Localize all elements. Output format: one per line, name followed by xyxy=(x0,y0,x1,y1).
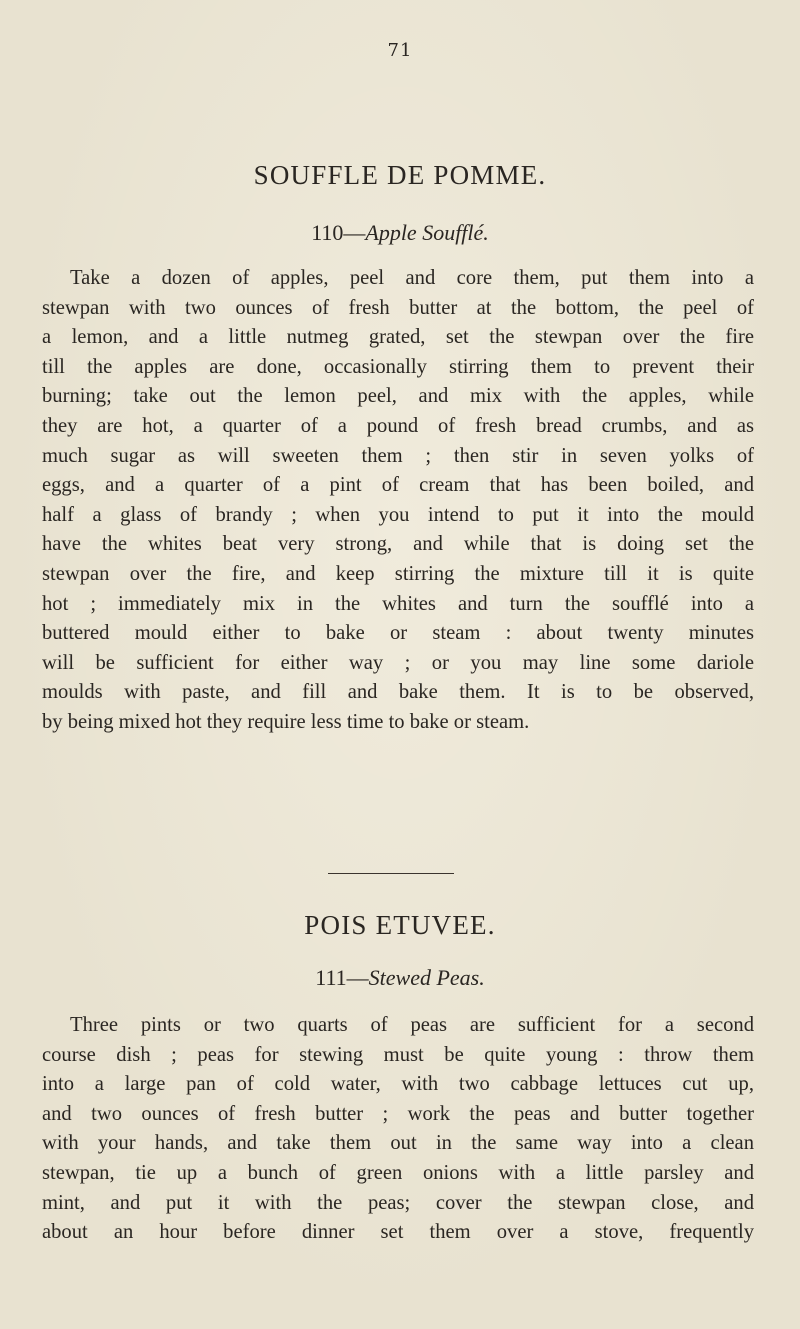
text-line: into a large pan of cold water, with two cabbage lettuces cut up, xyxy=(42,1073,754,1096)
recipe-number: 110— xyxy=(311,220,366,245)
text-line: and two ounces of fresh butter ; work the peas and butter together xyxy=(42,1102,754,1125)
text-line: burning; take out the lemon peel, and mix with the apples, while xyxy=(42,385,754,408)
recipe-name: Apple Soufflé. xyxy=(365,220,489,245)
text-line: will be sufficient for either way ; or you may line some dariole xyxy=(42,651,754,674)
text-line: stewpan with two ounces of fresh butter at the bottom, the peel of xyxy=(42,296,754,319)
text-line: hot ; immediately mix in the whites and turn the soufflé into a xyxy=(42,592,754,615)
recipe-title: SOUFFLE DE POMME. xyxy=(253,160,547,190)
text-line: with your hands, and take them out in the same way into a clean xyxy=(42,1132,754,1155)
recipe-body xyxy=(42,264,754,738)
text-line: moulds with paste, and fill and bake them. It is to be observed, xyxy=(42,681,754,704)
text-line: eggs, and a quarter of a pint of cream that has been boiled, and xyxy=(42,474,754,497)
text-line: half a glass of brandy ; when you intend to put it into the mould xyxy=(42,503,754,526)
recipe-body xyxy=(42,1011,754,1248)
text-line: by being mixed hot they require less time to bake or steam. xyxy=(42,710,530,733)
text-line: much sugar as will sweeten them ; then stir in seven yolks of xyxy=(42,444,754,467)
recipe-number: 111— xyxy=(315,965,369,990)
text-line: stewpan over the fire, and keep stirring the mixture till it is quite xyxy=(42,562,754,585)
recipe-title: POIS ETUVEE. xyxy=(304,910,496,940)
text-line: about an hour before dinner set them over a stove, frequently xyxy=(42,1221,754,1244)
section-divider xyxy=(328,873,454,874)
text-line: a lemon, and a little nutmeg grated, set the stewpan over the fire xyxy=(42,326,754,349)
text-line: buttered mould either to bake or steam : about twenty minutes xyxy=(42,622,754,645)
text-line: have the whites beat very strong, and while that is doing set the xyxy=(42,533,754,556)
text-line: till the apples are done, occasionally stirring them to prevent their xyxy=(42,355,754,378)
text-line: Take a dozen of apples, peel and core them, put them into a xyxy=(70,267,754,289)
text-line: they are hot, a quarter of a pound of fresh bread crumbs, and as xyxy=(42,414,754,437)
text-line: course dish ; peas for stewing must be quite young : throw them xyxy=(42,1043,754,1066)
recipe-heading xyxy=(0,965,800,991)
recipe-name: Stewed Peas. xyxy=(368,965,485,990)
text-line: stewpan, tie up a bunch of green onions with a little parsley and xyxy=(42,1161,754,1184)
text-line: mint, and put it with the peas; cover the stewpan close, and xyxy=(42,1191,754,1214)
text-line: Three pints or two quarts of peas are sufficient for a second xyxy=(70,1014,754,1036)
page-number: 71 xyxy=(387,40,413,61)
recipe-heading xyxy=(0,220,800,246)
